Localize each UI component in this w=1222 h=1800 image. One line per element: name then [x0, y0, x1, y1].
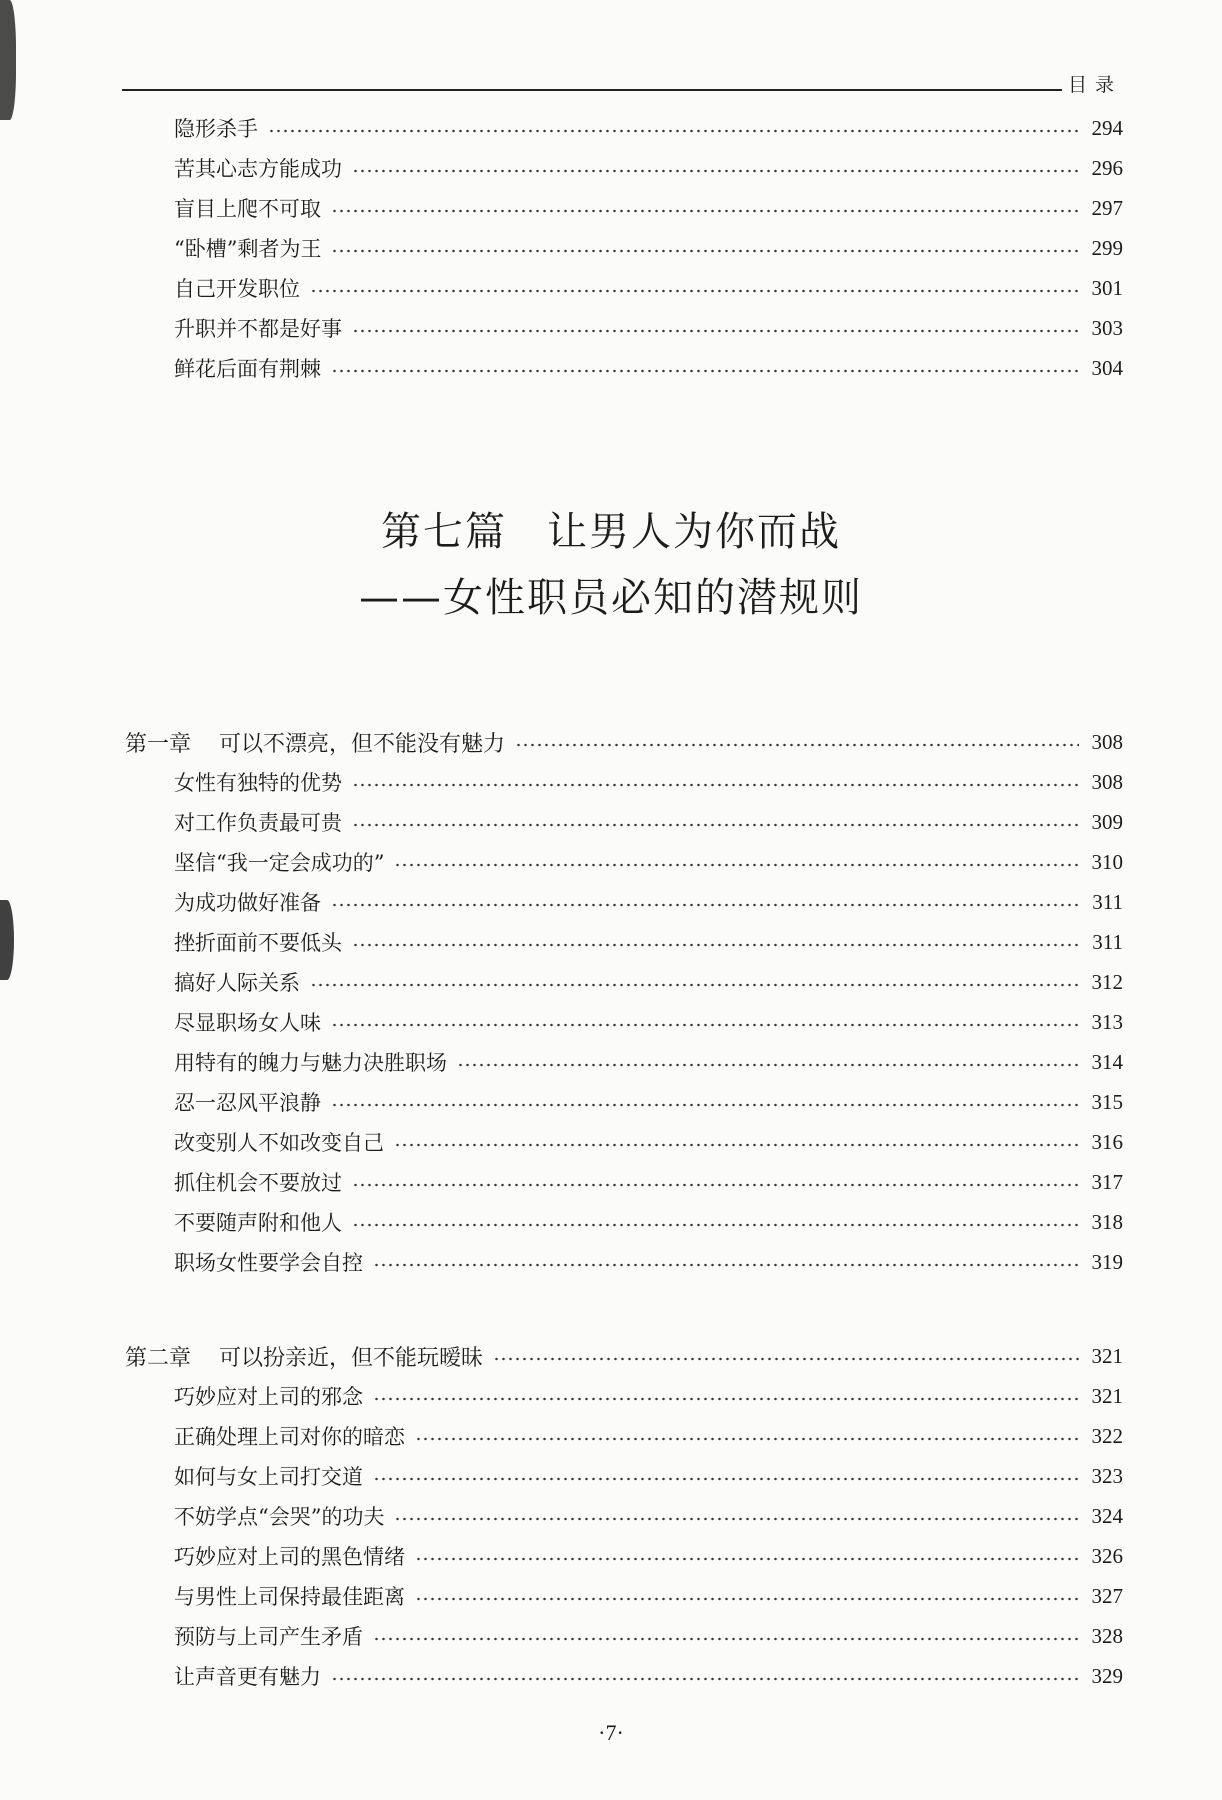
part-subtitle: ——女性职员必知的潜规则 — [359, 575, 863, 621]
scan-edge-mark — [0, 0, 16, 120]
dot-leader — [373, 1261, 1079, 1269]
toc-entry-title: 不妨学点“会哭”的功夫 — [174, 1505, 385, 1529]
toc-entry-title: 巧妙应对上司的黑色情绪 — [174, 1545, 405, 1569]
toc-entry[interactable] — [174, 268, 1123, 308]
dot-leader — [331, 1675, 1079, 1683]
toc-entry-page: 296 — [1091, 155, 1123, 180]
toc-entry[interactable] — [174, 1536, 1123, 1576]
toc-entry[interactable] — [174, 882, 1123, 922]
chapter-page: 308 — [1091, 729, 1123, 754]
dot-leader — [352, 821, 1079, 829]
dot-leader — [394, 1515, 1079, 1523]
dot-leader — [331, 1021, 1079, 1029]
toc-entry-title: 尽显职场女人味 — [174, 1011, 321, 1035]
toc-entry-title: 改变别人不如改变自己 — [174, 1131, 384, 1155]
toc-entry-page: 316 — [1091, 1129, 1123, 1154]
dot-leader — [310, 287, 1079, 295]
toc-entry-title: 让声音更有魅力 — [174, 1665, 321, 1689]
toc-entry-page: 313 — [1091, 1009, 1123, 1034]
toc-entry-page: 328 — [1091, 1623, 1123, 1648]
toc-entry-title: 如何与女上司打交道 — [174, 1465, 363, 1489]
toc-entry[interactable] — [174, 1616, 1123, 1656]
dot-leader — [331, 1101, 1079, 1109]
toc-entry-page: 311 — [1092, 889, 1123, 914]
toc-entry-page: 312 — [1091, 969, 1123, 994]
toc-entry-title: 升职并不都是好事 — [174, 317, 342, 341]
dot-leader — [352, 941, 1079, 949]
toc-entry-page: 314 — [1091, 1049, 1123, 1074]
toc-entry[interactable] — [174, 1376, 1123, 1416]
toc-entry-title: 搞好人际关系 — [174, 971, 300, 995]
chapter-title: 可以扮亲近，但不能玩暧昧 — [219, 1345, 484, 1371]
dot-leader — [493, 1355, 1079, 1363]
scan-edge-mark — [0, 900, 14, 980]
toc-entry[interactable] — [174, 1656, 1123, 1696]
toc-entry[interactable] — [174, 1002, 1123, 1042]
toc-entry-page: 326 — [1091, 1543, 1123, 1568]
toc-entry[interactable] — [174, 962, 1123, 1002]
toc-entry[interactable] — [174, 1122, 1123, 1162]
toc-entry[interactable] — [174, 148, 1123, 188]
toc-entry[interactable] — [174, 228, 1123, 268]
toc-entry-title: 隐形杀手 — [174, 117, 258, 141]
dot-leader — [352, 167, 1079, 175]
chapter-number: 第一章 — [125, 731, 192, 757]
toc-entry-page: 304 — [1091, 355, 1123, 380]
dot-leader — [415, 1435, 1079, 1443]
toc-entry-page: 311 — [1092, 929, 1123, 954]
toc-entry[interactable] — [174, 1082, 1123, 1122]
toc-entry-page: 301 — [1091, 275, 1123, 300]
toc-entry-title: 为成功做好准备 — [174, 891, 321, 915]
toc-entry-page: 321 — [1091, 1383, 1123, 1408]
dot-leader — [373, 1635, 1079, 1643]
toc-entry-page: 324 — [1091, 1503, 1123, 1528]
toc-entry-title: 鲜花后面有荆棘 — [174, 357, 321, 381]
toc-entry-title: 不要随声附和他人 — [174, 1211, 342, 1235]
dot-leader — [457, 1061, 1079, 1069]
toc-entry-page: 294 — [1091, 115, 1123, 140]
toc-entry-page: 322 — [1091, 1423, 1123, 1448]
toc-entry-title: 正确处理上司对你的暗恋 — [174, 1425, 405, 1449]
running-head: 目录 — [1062, 70, 1122, 97]
dot-leader — [352, 327, 1079, 335]
toc-entry-page: 303 — [1091, 315, 1123, 340]
toc-entry-title: 挫折面前不要低头 — [174, 931, 342, 955]
toc-entry-title: 女性有独特的优势 — [174, 771, 342, 795]
toc-entry-title: 巧妙应对上司的邪念 — [174, 1385, 363, 1409]
toc-entry-title: 对工作负责最可贵 — [174, 811, 342, 835]
toc-entry[interactable] — [174, 308, 1123, 348]
toc-entry[interactable] — [174, 1416, 1123, 1456]
chapter-page: 321 — [1091, 1343, 1123, 1368]
dot-leader — [331, 367, 1079, 375]
toc-entry-title: 自己开发职位 — [174, 277, 300, 301]
part-heading — [0, 500, 1222, 557]
header-rule — [122, 89, 1066, 91]
toc-entry-title: 抓住机会不要放过 — [174, 1171, 342, 1195]
toc-entry[interactable] — [174, 108, 1123, 148]
toc-entry[interactable] — [174, 1162, 1123, 1202]
dot-leader — [331, 247, 1079, 255]
dot-leader — [268, 127, 1079, 135]
toc-entry-page: 297 — [1091, 195, 1123, 220]
toc-entry[interactable] — [174, 1496, 1123, 1536]
toc-entry[interactable] — [174, 1576, 1123, 1616]
toc-entry-title: 苦其心志方能成功 — [174, 157, 342, 181]
toc-entry[interactable] — [174, 1456, 1123, 1496]
dot-leader — [352, 781, 1079, 789]
toc-entry-page: 327 — [1091, 1583, 1123, 1608]
toc-entry-title: 预防与上司产生矛盾 — [174, 1625, 363, 1649]
toc-entry[interactable] — [174, 762, 1123, 802]
toc-entry[interactable] — [174, 922, 1123, 962]
toc-entry[interactable] — [174, 802, 1123, 842]
dot-leader — [415, 1555, 1079, 1563]
page-number: ·7· — [598, 1720, 624, 1745]
dot-leader — [415, 1595, 1079, 1603]
toc-entry-page: 299 — [1091, 235, 1123, 260]
dot-leader — [352, 1221, 1079, 1229]
toc-entry-page: 318 — [1091, 1209, 1123, 1234]
toc-entry[interactable] — [174, 842, 1123, 882]
toc-entry[interactable] — [174, 1242, 1123, 1282]
toc-entry-page: 329 — [1091, 1663, 1123, 1688]
toc-entry-title: 忍一忍风平浪静 — [174, 1091, 321, 1115]
dot-leader — [515, 741, 1079, 749]
dot-leader — [331, 901, 1079, 909]
toc-entry-page: 319 — [1091, 1249, 1123, 1274]
chapter-title: 可以不漂亮，但不能没有魅力 — [219, 731, 506, 757]
dot-leader — [331, 207, 1079, 215]
toc-entry[interactable] — [174, 1042, 1123, 1082]
toc-entry-title: 盲目上爬不可取 — [174, 197, 321, 221]
dot-leader — [394, 1141, 1079, 1149]
toc-entry-title: “卧槽”剩者为王 — [174, 237, 322, 261]
dot-leader — [352, 1181, 1079, 1189]
dot-leader — [373, 1475, 1079, 1483]
toc-entry-title: 与男性上司保持最佳距离 — [174, 1585, 405, 1609]
part-number: 第七篇 — [381, 509, 507, 555]
toc-entry-page: 310 — [1091, 849, 1123, 874]
part-title: 让男人为你而战 — [547, 509, 841, 555]
toc-entry-title: 职场女性要学会自控 — [174, 1251, 363, 1275]
toc-entry-page: 323 — [1091, 1463, 1123, 1488]
dot-leader — [394, 861, 1079, 869]
toc-entry-page: 317 — [1091, 1169, 1123, 1194]
toc-entry[interactable] — [174, 188, 1123, 228]
toc-entry-title: 坚信“我一定会成功的” — [174, 851, 385, 875]
toc-chapter-1[interactable] — [125, 722, 1123, 762]
toc-entry[interactable] — [174, 348, 1123, 388]
chapter-number: 第二章 — [125, 1345, 192, 1371]
toc-entry-page: 309 — [1091, 809, 1123, 834]
toc-entry[interactable] — [174, 1202, 1123, 1242]
dot-leader — [373, 1395, 1079, 1403]
toc-entry-page: 308 — [1091, 769, 1123, 794]
toc-entry-title: 用特有的魄力与魅力决胜职场 — [174, 1051, 447, 1075]
toc-entry-page: 315 — [1091, 1089, 1123, 1114]
dot-leader — [310, 981, 1079, 989]
toc-chapter-2[interactable] — [125, 1336, 1123, 1376]
